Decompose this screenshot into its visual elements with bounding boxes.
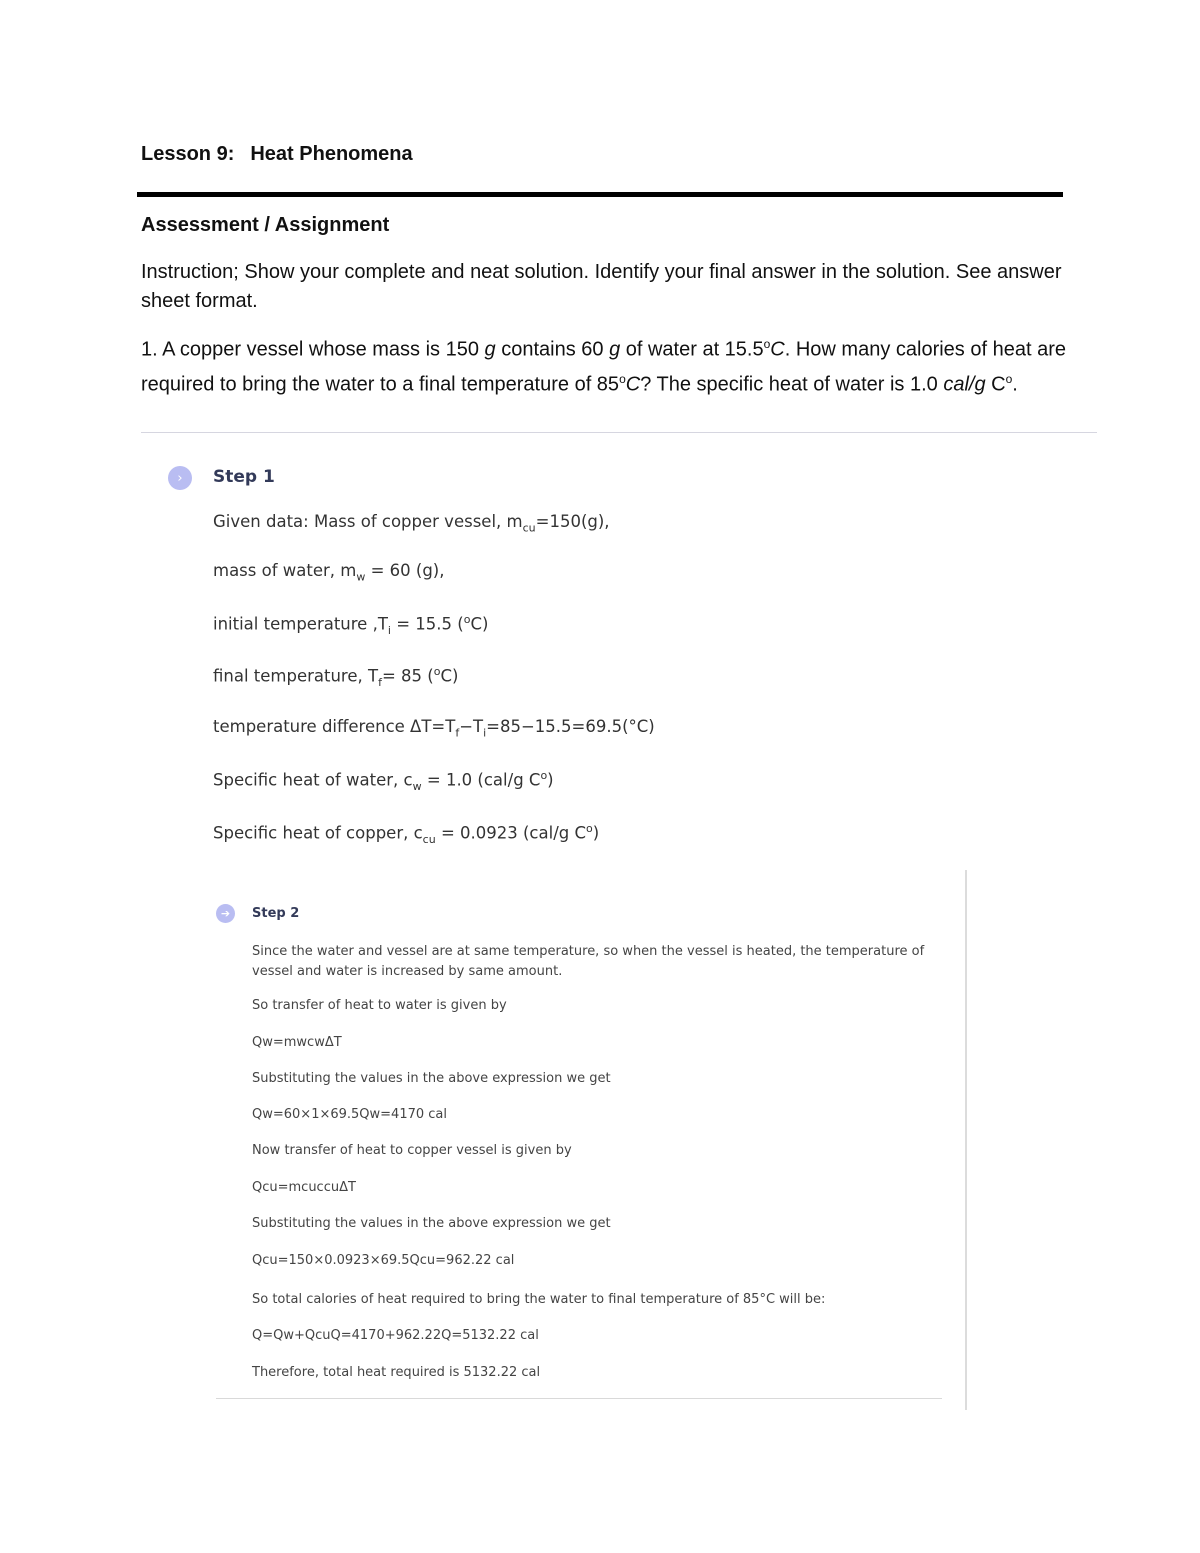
- step-2-explanation: Since the water and vessel are at same temperature, so when the vessel is heated, the temperature of vessel and water is increased by same amount.: [252, 944, 925, 979]
- section-heading: Assessment / Assignment: [141, 214, 390, 236]
- step-1-title: Step 1: [213, 467, 275, 487]
- specific-heat-water: Specific heat of water, $c_w = 1.0$ (cal/g $C^o$): [213, 769, 554, 793]
- lesson-title: [141, 143, 413, 166]
- temperature-difference: temperature difference $\Delta T=T_f-T_i=85-15.5=69.5(^\circ C)$: [213, 717, 655, 740]
- step-1-chevron-icon: ›: [168, 466, 192, 490]
- solution-line: Qw=60×1×69.5Qw=4170 cal: [252, 1107, 447, 1122]
- solution-line: Substituting the values in the above expression we get: [252, 1071, 611, 1086]
- solution-line: So transfer of heat to water is given by: [252, 998, 507, 1013]
- specific-heat-copper: Specific heat of copper, $c_{cu} = 0.0923$ (cal/g $C^o$): [213, 822, 600, 846]
- step-2-border: [965, 870, 967, 1410]
- lesson-label: Lesson 9:: [141, 143, 235, 165]
- final-answer: Therefore, total heat required is 5132.22 cal: [252, 1365, 541, 1380]
- given-mass-water: mass of water, $m_w = 60$ (g),: [213, 561, 445, 584]
- lesson-topic: Heat Phenomena: [250, 143, 413, 165]
- given-mass-copper: Given data: Mass of copper vessel, $m_{cu}=150(g)$,: [213, 512, 610, 535]
- header-rule: [137, 192, 1063, 197]
- given-initial-temperature: initial temperature $,T_i = 15.5$ ($^o$C): [213, 613, 489, 637]
- solution-line: Qcu=150×0.0923×69.5Qcu=962.22 cal: [252, 1253, 515, 1268]
- question-1: 1. A copper vessel whose mass is 150 g contains 60 g of water at 15.5$^o$C. How many calories of heat are required to bring the water to a final temperature of 85$^o$C? The specific heat of water is 1.0 cal/g $C^o$.: [141, 337, 1066, 396]
- given-final-temperature: final temperature, $T_f= 85$ ($^o$C): [213, 665, 459, 689]
- solution-line: Q=Qw+QcuQ=4170+962.22Q=5132.22 cal: [252, 1328, 539, 1343]
- section-divider: [141, 432, 1097, 433]
- solution-line: Substituting the values in the above expression we get: [252, 1216, 611, 1231]
- step-2-divider: [216, 1398, 942, 1399]
- instruction-text: Instruction; Show your complete and neat solution. Identify your final answer in the solution. See answer sheet format.: [141, 261, 1062, 312]
- solution-line: Now transfer of heat to copper vessel is given by: [252, 1143, 572, 1158]
- solution-line: Qw=mwcwΔT: [252, 1035, 342, 1050]
- solution-line: So total calories of heat required to bring the water to final temperature of 85°C will be:: [252, 1292, 826, 1307]
- solution-line: Qcu=mcuccuΔT: [252, 1180, 356, 1195]
- step-2-title: Step 2: [252, 906, 300, 921]
- step-2-arrow-icon: ➔: [216, 904, 235, 923]
